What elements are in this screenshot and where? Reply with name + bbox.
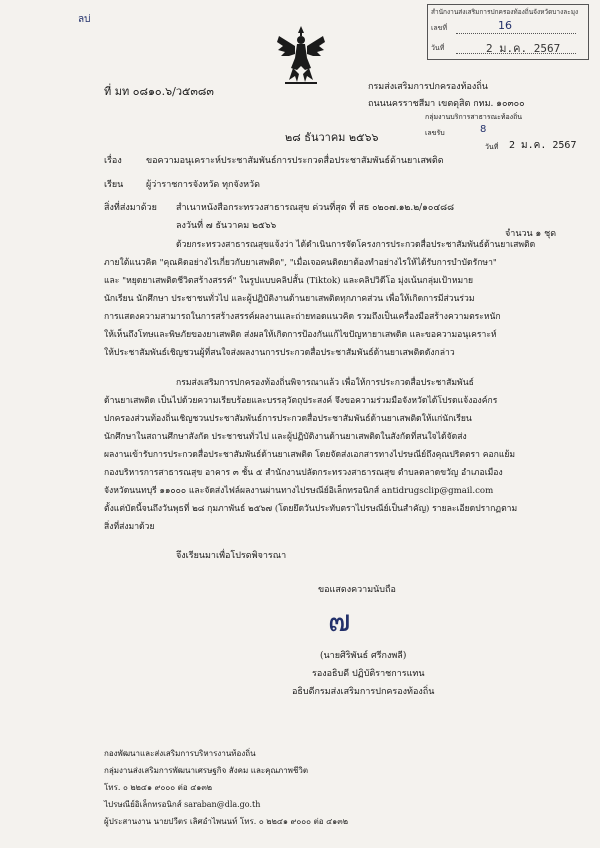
- paragraph-1-line: ให้เห็นถึงโทษและพิษภัยของยาเสพติด ส่งผลให้เกิดการป้องกันแก้ไขปัญหายาเสพติด และขอความอนุเคราะห์: [104, 330, 497, 340]
- footer-email: ไปรษณีย์อิเล็กทรอนิกส์ saraban@dla.go.th: [104, 800, 261, 809]
- receipt-stamp: [427, 4, 589, 60]
- paragraph-2-line: กองบริหารการสาธารณสุข อาคาร ๓ ชั้น ๕ สำนักงานปลัดกระทรวงสาธารณสุข ตำบลตลาดขวัญ อำเภอเมือง: [104, 468, 503, 478]
- division-stamp-date-value: 2 ม.ค. 2567: [509, 140, 577, 151]
- paragraph-1-line: ภายใต้แนวคิด "คุณคิดอย่างไรเกี่ยวกับยาเสพติด", "เมื่อเจอคนติดยาต้องทำอย่างไรให้ได้รับการบำบัดรักษา": [104, 258, 497, 268]
- paragraph-2-line: สิ่งที่ส่งมาด้วย: [104, 522, 155, 532]
- stamp-agency: สำนักงานส่งเสริมการปกครองท้องถิ่นจังหวัดบางละมุง: [431, 8, 579, 16]
- stamp-number-label: เลขที่: [431, 24, 448, 32]
- paragraph-1-line: การแสดงความสามารถในการสร้างสรรค์ผลงานและถ่ายทอดแนวคิด รวมถึงเป็นเครื่องมือสร้างความตระหนัก: [104, 312, 501, 322]
- stamp-date-label: วันที่: [431, 44, 445, 52]
- enclosure-text: สำเนาหนังสือกระทรวงสาธารณสุข ด่วนที่สุด ที่ สธ ๐๒๐๗.๑๒.๒/๑๐๔๘๘: [176, 203, 455, 213]
- division-stamp-number-value: 8: [480, 124, 487, 135]
- paragraph-2-line: ผลงานเข้ารับการประกวดสื่อประชาสัมพันธ์ด้านยาเสพติด โดยจัดส่งเอกสารทางไปรษณีย์ถึงคุณปริตตรา คอกแย้ม: [104, 450, 516, 460]
- subject-label: เรื่อง: [104, 156, 122, 166]
- corner-handwritten-mark: ลบ่: [78, 14, 91, 25]
- paragraph-2-line: กรมส่งเสริมการปกครองท้องถิ่นพิจารณาแล้ว เพื่อให้การประกวดสื่อประชาสัมพันธ์: [176, 378, 474, 388]
- signer-title-1: รองอธิบดี ปฏิบัติราชการแทน: [312, 669, 425, 679]
- stamp-date-value: 2 ม.ค. 2567: [486, 42, 561, 55]
- signature: ๗: [328, 604, 351, 639]
- recipient-label: เรียน: [104, 180, 124, 190]
- division-stamp-title: กลุ่มงานบริการสาธารณะท้องถิ่น: [425, 113, 523, 121]
- division-stamp-date-label: วันที่: [485, 143, 499, 151]
- paragraph-2-line: จังหวัดนนทบุรี ๑๑๐๐๐ และจัดส่งไฟล์ผลงานผ่านทางไปรษณีย์อิเล็กทรอนิกส์ antidrugsclip@gmail.com: [104, 486, 494, 496]
- footer-group: กลุ่มงานส่งเสริมการพัฒนาเศรษฐกิจ สังคม และคุณภาพชีวิต: [104, 766, 309, 775]
- paragraph-2-line: นักศึกษาในสถานศึกษาสังกัด ประชาชนทั่วไป และผู้ปฏิบัติงานด้านยาเสพติดในสังกัดที่สนใจได้จัดส่ง: [104, 432, 467, 442]
- enclosure-quantity: จำนวน ๑ ชุด: [505, 229, 557, 239]
- enclosure-date: ลงวันที่ ๗ ธันวาคม ๒๕๖๖: [176, 221, 277, 231]
- footer-phone: โทร. ๐ ๒๒๔๑ ๙๐๐๐ ต่อ ๔๑๓๒: [104, 783, 213, 792]
- recipient-text: ผู้ว่าราชการจังหวัด ทุกจังหวัด: [146, 180, 260, 190]
- stamp-number-value: 16: [498, 19, 512, 32]
- enclosure-label: สิ่งที่ส่งมาด้วย: [104, 203, 157, 213]
- division-stamp: [425, 112, 590, 156]
- signer-name: (นายศิริพันธ์ ศรีกงพลี): [320, 651, 407, 661]
- garuda-emblem-icon: [275, 24, 327, 86]
- closing-request: จึงเรียนมาเพื่อโปรดพิจารณา: [176, 551, 287, 561]
- sender-name: กรมส่งเสริมการปกครองท้องถิ่น: [368, 82, 488, 92]
- sender-address: ถนนนครราชสีมา เขตดุสิต กทม. ๑๐๓๐๐: [368, 99, 525, 109]
- paragraph-1-line: ด้วยกระทรวงสาธารณสุขแจ้งว่า ได้ดำเนินการจัดโครงการประกวดสื่อประชาสัมพันธ์ด้านยาเสพติด: [176, 240, 536, 250]
- footer-coordinator: ผู้ประสานงาน นายปวีตร เลิศอำไพนนท์ โทร. ๐ ๒๒๔๑ ๙๐๐๐ ต่อ ๔๑๓๒: [104, 817, 348, 826]
- paragraph-1-line: ให้ประชาสัมพันธ์เชิญชวนผู้ที่สนใจส่งผลงานการประกวดสื่อประชาสัมพันธ์ด้านยาเสพติดดังกล่าว: [104, 348, 455, 358]
- salutation: ขอแสดงความนับถือ: [318, 585, 396, 595]
- paragraph-2-line: ตั้งแต่บัดนี้จนถึงวันพุธที่ ๒๘ กุมภาพันธ์ ๒๕๖๗ (โดยยึดวันประทับตราไปรษณีย์เป็นสำคัญ) รายละเอียดปรากฏตาม: [104, 504, 518, 514]
- paragraph-1-line: และ "หยุดยาเสพติดชีวิตสร้างสรรค์" ในรูปแบบคลิปสั้น (Tiktok) และคลิปวิดีโอ มุ่งเน้นกลุ่มเป้าหมาย: [104, 276, 474, 286]
- division-stamp-number-label: เลขรับ: [425, 129, 445, 137]
- signer-title-2: อธิบดีกรมส่งเสริมการปกครองท้องถิ่น: [292, 687, 435, 697]
- paragraph-1-line: นักเรียน นักศึกษา ประชาชนทั่วไป และผู้ปฏิบัติงานด้านยาเสพติดทุกภาคส่วน เพื่อให้เกิดการมีส่วนร่วม: [104, 294, 475, 304]
- footer-office: กองพัฒนาและส่งเสริมการบริหารงานท้องถิ่น: [104, 749, 256, 758]
- document-number: ที่ มท ๐๘๑๐.๖/ว๕๓๘๓: [104, 85, 214, 98]
- paragraph-2-line: ปกครองส่วนท้องถิ่นเชิญชวนประชาสัมพันธ์การประกวดสื่อประชาสัมพันธ์ด้านยาเสพติดให้แก่นักเรียน: [104, 414, 472, 424]
- subject-text: ขอความอนุเคราะห์ประชาสัมพันธ์การประกวดสื่อประชาสัมพันธ์ด้านยาเสพติด: [146, 156, 444, 166]
- stamp-number-rule: [456, 33, 576, 34]
- paragraph-2-line: ด้านยาเสพติด เป็นไปด้วยความเรียบร้อยและบรรลุวัตถุประสงค์ จึงขอความร่วมมือจังหวัดได้โปรดแจ้งองค์กร: [104, 396, 498, 406]
- letter-date: ๒๘ ธันวาคม ๒๕๖๖: [285, 131, 379, 144]
